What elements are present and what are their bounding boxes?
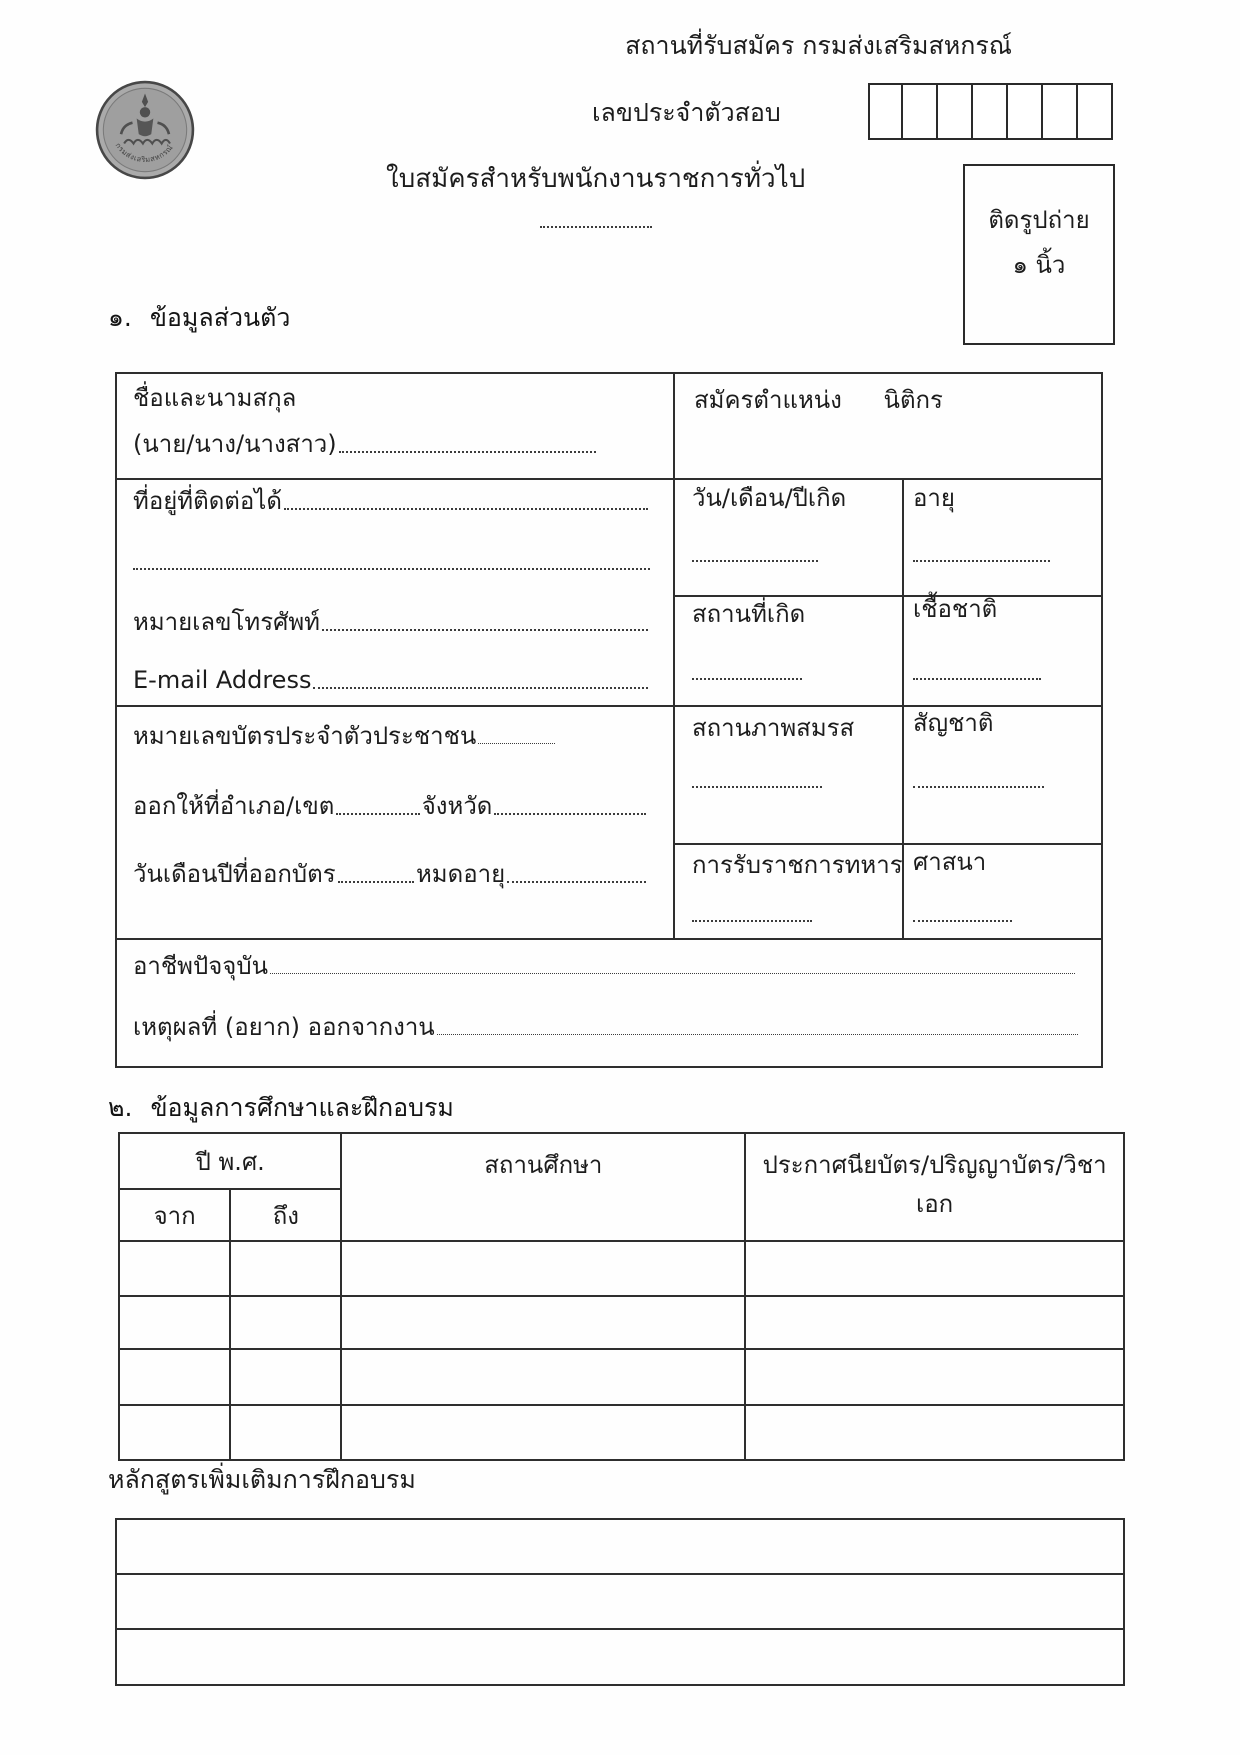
fill-in-line	[913, 770, 1044, 788]
photo-box-text-line1: ติดรูปถ่าย	[988, 205, 1090, 234]
fill-in-line	[494, 813, 646, 815]
education-table	[118, 1132, 1125, 1461]
email-field	[133, 664, 650, 696]
occupation-field	[133, 950, 1077, 982]
training-label: หลักสูตรเพิ่มเติมการฝึกอบรม	[108, 1465, 416, 1494]
issued-at-field	[133, 790, 648, 822]
issue-date-label: วันเดือนปีที่ออกบัตร	[133, 860, 336, 888]
section2-title: ข้อมูลการศึกษาและฝึกอบรม	[150, 1093, 454, 1122]
ethnicity-label: เชื้อชาติ	[913, 595, 998, 623]
fill-in-line	[913, 662, 1041, 680]
position-field	[694, 385, 943, 416]
name-prefix-label: (นาย/นาง/นางสาว)	[133, 430, 337, 458]
training-row-empty	[116, 1629, 1124, 1685]
issued-at-label: ออกให้ที่อำเภอ/เขต	[133, 792, 335, 820]
id-card-field	[133, 720, 557, 752]
address-fill-line2	[133, 552, 650, 570]
education-cell-empty	[745, 1241, 1124, 1296]
exam-digit-box	[1008, 83, 1043, 140]
occupation-label: อาชีพปัจจุบัน	[133, 952, 268, 980]
from-header: จาก	[119, 1189, 230, 1241]
birth-place-label: สถานที่เกิด	[692, 600, 806, 628]
photo-box-text-line2: ๑ นิ้ว	[1012, 250, 1066, 279]
fill-in-line	[339, 451, 596, 453]
education-cell-empty	[119, 1296, 230, 1349]
nationality-label: สัญชาติ	[913, 709, 994, 737]
military-service-label: การรับราชการทหาร	[692, 851, 903, 879]
fill-in-line	[692, 904, 812, 922]
table-grid-line	[115, 478, 1103, 480]
fill-in-line	[437, 1034, 1078, 1035]
section1-heading	[108, 298, 290, 338]
exam-id-boxes	[868, 83, 1113, 140]
phone-field	[133, 606, 650, 638]
fill-in-line	[313, 687, 648, 689]
name-prefix-field	[133, 428, 598, 460]
table-grid-line	[673, 372, 675, 938]
fill-in-line	[913, 904, 1012, 922]
fill-in-line	[338, 881, 414, 883]
education-cell-empty	[230, 1296, 341, 1349]
position-label: สมัครตำแหน่ง	[694, 386, 842, 414]
education-cell-empty	[341, 1296, 745, 1349]
section2-number: ๒.	[108, 1093, 133, 1122]
certificate-header: ประกาศนียบัตร/ปริญญาบัตร/วิชาเอก	[745, 1133, 1124, 1241]
fill-in-line	[692, 544, 818, 562]
photo-attach-box	[963, 164, 1115, 345]
name-label: ชื่อและนามสกุล	[133, 384, 297, 412]
form-title: ใบสมัครสำหรับพนักงานราชการทั่วไป	[386, 164, 806, 194]
education-cell-empty	[341, 1405, 745, 1460]
fill-in-line	[913, 544, 1050, 562]
seal-text: กรมส่งเสริมสหกรณ์	[113, 141, 175, 165]
birth-date-label: วัน/เดือน/ปีเกิด	[692, 484, 847, 512]
department-seal-logo	[95, 80, 195, 180]
section2-heading	[108, 1088, 454, 1128]
email-label: E-mail Address	[133, 666, 312, 694]
education-cell-empty	[119, 1241, 230, 1296]
fill-in-line	[336, 813, 419, 815]
section1-title: ข้อมูลส่วนตัว	[149, 303, 291, 332]
education-cell-empty	[230, 1405, 341, 1460]
education-cell-empty	[745, 1349, 1124, 1405]
education-cell-empty	[119, 1405, 230, 1460]
table-grid-line	[115, 705, 1103, 707]
section1-number: ๑.	[108, 303, 132, 332]
address-label: ที่อยู่ที่ติดต่อได้	[133, 487, 282, 515]
province-label: จังหวัด	[421, 792, 493, 820]
phone-label: หมายเลขโทรศัพท์	[133, 608, 320, 636]
to-header: ถึง	[230, 1189, 341, 1241]
address-field	[133, 485, 650, 517]
resign-reason-label: เหตุผลที่ (อยาก) ออกจากงาน	[133, 1013, 435, 1041]
position-value: นิติกร	[883, 386, 943, 414]
fill-in-line	[284, 508, 648, 510]
education-cell-empty	[745, 1405, 1124, 1460]
education-cell-empty	[230, 1349, 341, 1405]
fill-in-line	[322, 629, 648, 631]
resign-reason-field	[133, 1011, 1080, 1043]
marital-status-label: สถานภาพสมรส	[692, 714, 855, 742]
education-cell-empty	[119, 1349, 230, 1405]
training-table	[115, 1518, 1125, 1686]
education-cell-empty	[341, 1349, 745, 1405]
exam-digit-box	[868, 83, 903, 140]
fill-in-line	[692, 662, 802, 680]
expiry-date-label: หมดอายุ	[415, 860, 506, 888]
exam-digit-box	[973, 83, 1008, 140]
table-grid-line	[673, 595, 1103, 597]
exam-digit-box	[938, 83, 973, 140]
exam-digit-box	[1078, 83, 1113, 140]
table-grid-line	[673, 843, 1103, 845]
year-header: ปี พ.ศ.	[119, 1133, 341, 1189]
table-grid-line	[115, 938, 1103, 940]
fill-in-line	[507, 881, 646, 883]
education-cell-empty	[230, 1241, 341, 1296]
training-row-empty	[116, 1574, 1124, 1629]
fill-in-line	[270, 973, 1075, 974]
fill-in-line	[478, 743, 555, 744]
exam-id-label: เลขประจำตัวสอบ	[592, 98, 781, 127]
id-card-label: หมายเลขบัตรประจำตัวประชาชน	[133, 722, 477, 750]
exam-digit-box	[1043, 83, 1078, 140]
title-dotted-line	[540, 210, 652, 228]
education-cell-empty	[745, 1296, 1124, 1349]
training-row-empty	[116, 1519, 1124, 1574]
exam-digit-box	[903, 83, 938, 140]
religion-label: ศาสนา	[913, 848, 987, 876]
fill-in-line	[692, 770, 822, 788]
application-place-text: สถานที่รับสมัคร กรมส่งเสริมสหกรณ์	[625, 31, 1012, 60]
age-label: อายุ	[913, 484, 955, 512]
issue-date-field	[133, 858, 648, 890]
school-header: สถานศึกษา	[341, 1133, 745, 1241]
education-cell-empty	[341, 1241, 745, 1296]
